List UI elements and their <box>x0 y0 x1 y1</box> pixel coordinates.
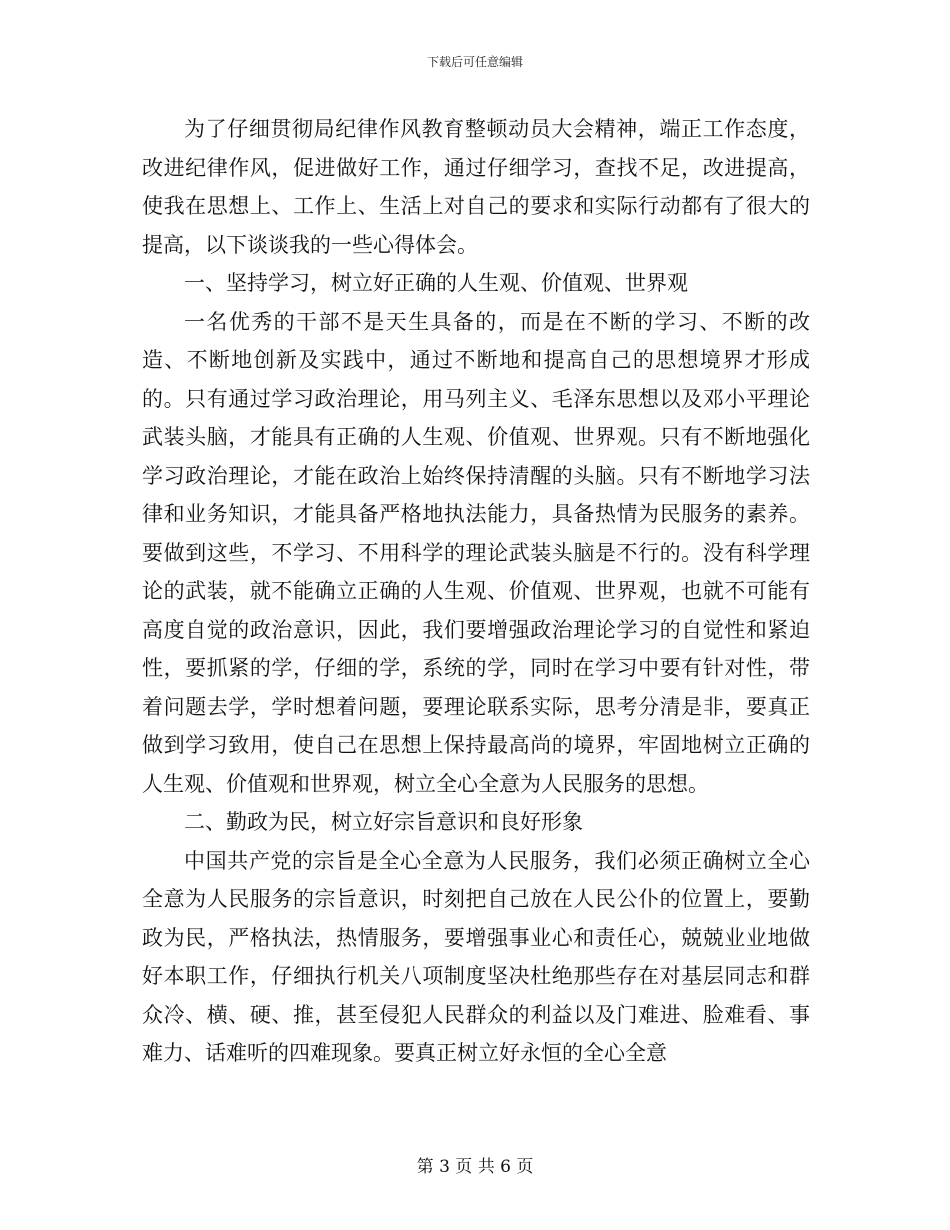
paragraph: 为了仔细贯彻局纪律作风教育整顿动员大会精神，端正工作态度，改进纪律作风，促进做好工作，通过仔细学习，查找不足，改进提高，使我在思想上、工作上、生活上对自己的要求和实际行动都有了很大的提高，以下谈谈我的一些心得体会。 <box>142 117 810 257</box>
paragraph: 中国共产党的宗旨是全心全意为人民服务，我们必须正确树立全心全意为人民服务的宗旨意识，时刻把自己放在人民公仆的位置上，要勤政为民，严格执法，热情服务，要增强事业心和责任心，兢兢业业地做好本职工作，仔细执行机关八项制度坚决杜绝那些存在对基层同志和群众冷、横、硬、推，甚至侵犯人民群众的利益以及门难进、脸难看、事难力、话难听的四难现象。要真正树立好永恒的全心全意 <box>142 848 810 1065</box>
section-heading: 一、坚持学习，树立好正确的人生观、价值观、世界观 <box>184 271 688 295</box>
section-heading: 二、勤政为民，树立好宗旨意识和良好形象 <box>184 810 583 834</box>
page-number: 第 3 页 共 6 页 <box>416 1157 534 1177</box>
header-note: 下载后可任意编辑 <box>426 55 523 69</box>
document-body <box>142 110 810 1073</box>
paragraph: 一名优秀的干部不是天生具备的，而是在不断的学习、不断的改造、不断地创新及实践中，通过不断地和提高自己的思想境界才形成的。只有通过学习政治理论，用马列主义、毛泽东思想以及邓小平理论武装头脑，才能具有正确的人生观、价值观、世界观。只有不断地强化学习政治理论，才能在政治上始终保持清醒的头脑。只有不断地学习法律和业务知识，才能具备严格地执法能力，具备热情为民服务的素养。要做到这些，不学习、不用科学的理论武装头脑是不行的。没有科学理论的武装，就不能确立正确的人生观、价值观、世界观，也就不可能有高度自觉的政治意识，因此，我们要增强政治理论学习的自觉性和紧迫性，要抓紧的学，仔细的学，系统的学，同时在学习中要有针对性，带着问题去学，学时想着问题，要理论联系实际，思考分清是非，要真正做到学习致用，使自己在思想上保持最高尚的境界，牢固地树立正确的人生观、价值观和世界观，树立全心全意为人民服务的思想。 <box>142 309 810 796</box>
